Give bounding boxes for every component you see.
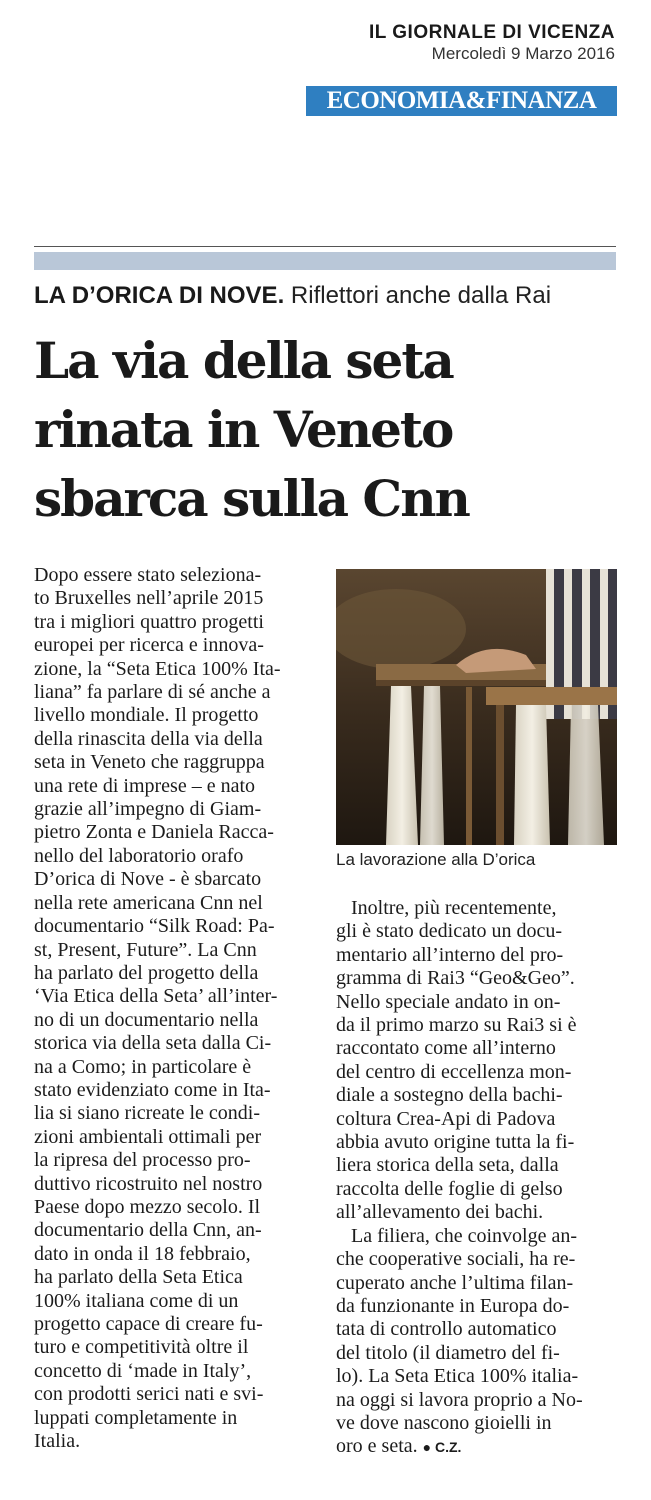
text-line-content: oro e seta. — [336, 1435, 418, 1458]
text-line: raccontato come all’interno — [336, 1037, 556, 1060]
text-line: una rete di imprese – e nato — [34, 774, 256, 797]
text-line: all’allevamento dei bachi. — [336, 1201, 544, 1224]
text-line: D’orica di Nove - è sbarcato — [34, 868, 262, 891]
text-line: Dopo essere stato seleziona- — [34, 564, 262, 586]
headline-line: sbarca sulla Cnn — [34, 469, 469, 528]
text-line: ha parlato della Seta Etica — [34, 1266, 243, 1289]
text-line: da il primo marzo su Rai3 si è — [336, 1014, 577, 1037]
silk-weaving-photo-illustration — [336, 569, 617, 845]
text-line: cuperato anche l’ultima filan- — [336, 1271, 574, 1294]
text-line: dato in onda il 18 febbraio, — [34, 1242, 251, 1265]
text-line: gli è stato dedicato un docu- — [336, 920, 563, 943]
kicker-subtitle: Riflettori anche dalla Rai — [290, 282, 552, 309]
text-line: la ripresa del processo pro- — [34, 1149, 251, 1172]
author-signature: ● C.Z. — [422, 1439, 462, 1456]
text-line: ve dove nascono gioielli in — [336, 1411, 552, 1434]
text-line: raccolta delle foglie di gelso — [336, 1177, 563, 1200]
top-rule — [34, 246, 616, 247]
text-line: progetto capace di creare fu- — [34, 1313, 263, 1335]
text-line: na a Como; in particolare è — [34, 1055, 252, 1078]
text-line: documentario “Silk Road: Pa- — [34, 915, 275, 938]
text-line: coltura Crea-Api di Padova — [336, 1107, 556, 1130]
text-line: documentario della Cnn, an- — [34, 1219, 262, 1242]
article-column-left — [34, 564, 314, 1453]
kicker-location: LA D’ORICA DI NOVE. — [34, 282, 285, 309]
text-line: tata di controllo automatico — [336, 1318, 557, 1341]
text-line: nella rete americana Cnn nel — [34, 891, 263, 914]
text-line: concetto di ‘made in Italy’, — [34, 1359, 252, 1382]
text-line — [336, 1435, 618, 1459]
text-line: st, Present, Future”. La Cnn — [34, 938, 257, 961]
text-line: Nello speciale andato in on- — [336, 990, 561, 1013]
text-line: gramma di Rai3 “Geo&Geo”. — [336, 967, 575, 990]
text-line: pietro Zonta e Daniela Racca- — [34, 821, 274, 844]
text-line: liana” fa parlare di sé anche a — [34, 681, 271, 704]
text-line: zioni ambientali ottimali per — [34, 1125, 262, 1148]
text-line: lo). La Seta Etica 100% italia- — [336, 1365, 579, 1388]
text-line: europei per ricerca e innova- — [34, 634, 264, 657]
text-line: storica via della seta dalla Ci- — [34, 1032, 272, 1055]
text-line: abbia avuto origine tutta la fi- — [336, 1131, 575, 1154]
text-line: del centro di eccellenza mon- — [336, 1060, 572, 1083]
text-line: della rinascita della via della — [34, 727, 263, 750]
text-line: livello mondiale. Il progetto — [34, 704, 259, 727]
text-line: grazie all’impegno di Giam- — [34, 798, 262, 821]
text-line: turo e competitività oltre il — [34, 1336, 249, 1359]
text-line: Inoltre, più recentemente, — [336, 897, 557, 919]
article-column-right — [336, 897, 618, 1460]
photo-caption: La lavorazione alla D’orica — [336, 850, 536, 869]
text-line: liera storica della seta, dalla — [336, 1154, 559, 1177]
text-line: ha parlato del progetto della — [34, 961, 259, 984]
text-line: La filiera, che coinvolge an- — [336, 1224, 577, 1247]
text-line: da funzionante in Europa do- — [336, 1294, 570, 1317]
section-banner: ECONOMIA&FINANZA — [306, 86, 617, 116]
text-line: stato evidenziato come in Ita- — [34, 1078, 271, 1101]
text-line: che cooperative sociali, ha re- — [336, 1248, 576, 1271]
text-line: duttivo ricostruito nel nostro — [34, 1172, 263, 1195]
text-line: del titolo (il diametro del fi- — [336, 1341, 560, 1364]
text-line: lia si siano ricreate le condi- — [34, 1102, 261, 1125]
text-line: Italia. — [34, 1430, 81, 1453]
text-line: ‘Via Etica della Seta’ all’inter- — [34, 985, 278, 1008]
headline-line: La via della seta — [34, 331, 453, 390]
newspaper-name: IL GIORNALE DI VICENZA — [368, 22, 615, 43]
publication-date: Mercoledì 9 Marzo 2016 — [431, 44, 615, 63]
text-line: con prodotti serici nati e svi- — [34, 1383, 264, 1406]
text-line: na oggi si lavora proprio a No- — [336, 1388, 583, 1411]
header-bar — [34, 252, 616, 270]
text-line: mentario all’interno del pro- — [336, 943, 564, 966]
text-line: diale a sostegno della bachi- — [336, 1084, 563, 1107]
text-line: seta in Veneto che raggruppa — [34, 751, 265, 774]
masthead — [369, 22, 615, 64]
text-line: luppati completamente in — [34, 1406, 238, 1429]
headline-line: rinata in Veneto — [34, 400, 453, 459]
text-line: to Bruxelles nell’aprile 2015 — [34, 587, 264, 610]
text-line: nello del laboratorio orafo — [34, 844, 244, 867]
article-kicker — [34, 282, 634, 310]
article-headline — [34, 326, 634, 533]
text-line: 100% italiana come di un — [34, 1289, 239, 1312]
text-line: no di un documentario nella — [34, 1008, 259, 1031]
text-line: zione, la “Seta Etica 100% Ita- — [34, 657, 281, 680]
text-line: Paese dopo mezzo secolo. Il — [34, 1195, 261, 1218]
text-line: tra i migliori quattro progetti — [34, 610, 264, 633]
article-photo — [336, 569, 617, 845]
